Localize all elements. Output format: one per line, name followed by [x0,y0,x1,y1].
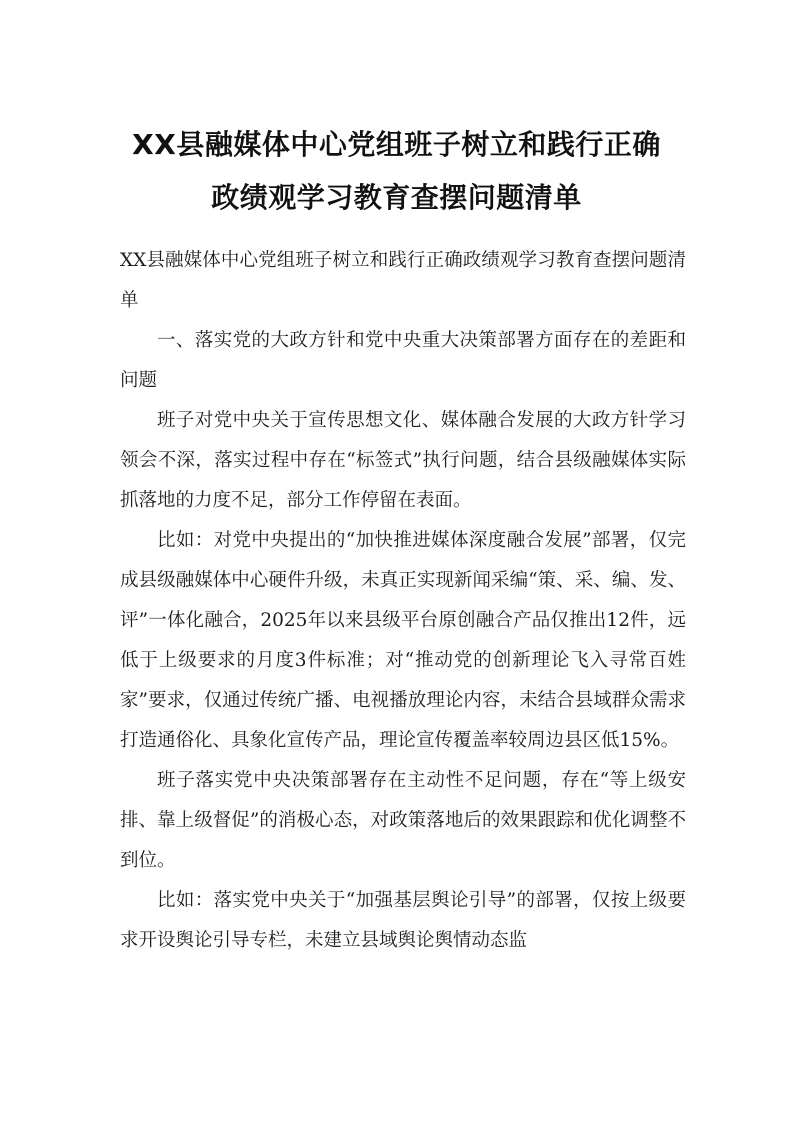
body-paragraph: 班子对党中央关于宣传思想文化、媒体融合发展的大政方针学习领会不深，落实过程中存在“标签式”执行问题，结合县级融媒体实际抓落地的力度不足，部分工作停留在表面。 [120,410,686,511]
title-line-2: 政绩观学习教育查摆问题清单 [211,181,582,214]
example-paragraph: 比如：落实党中央关于“加强基层舆论引导”的部署，仅按上级要求开设舆论引导专栏，未建立县域舆论舆情动态监 [120,890,686,951]
example-paragraph: 比如：对党中央提出的“加快推进媒体深度融合发展”部署，仅完成县级融媒体中心硬件升级，未真正实现新闻采编“策、采、编、发、评”一体化融合，2025年以来县级平台原创融合产品仅推出12件，远低于上级要求的月度3件标准；对“推动党的创新理论飞入寻常百姓家”要求，仅通过传统广播、电视播放理论内容，未结合县域群众需求打造通俗化、具象化宣传产品，理论宣传覆盖率较周边县区低15%。 [120,530,686,751]
section-heading: 一、落实党的大政方针和党中央重大决策部署方面存在的差距和问题 [120,330,686,391]
title-line-1: XX县融媒体中心党组班子树立和践行正确 [132,128,661,161]
body-paragraph: 班子落实党中央决策部署存在主动性不足问题，存在“等上级安排、靠上级督促”的消极心态，对政策落地后的效果跟踪和优化调整不到位。 [120,770,686,871]
document-title [100,118,693,224]
document-body [120,241,686,961]
subtitle-paragraph: XX县融媒体中心党组班子树立和践行正确政绩观学习教育查摆问题清单 [120,250,686,311]
